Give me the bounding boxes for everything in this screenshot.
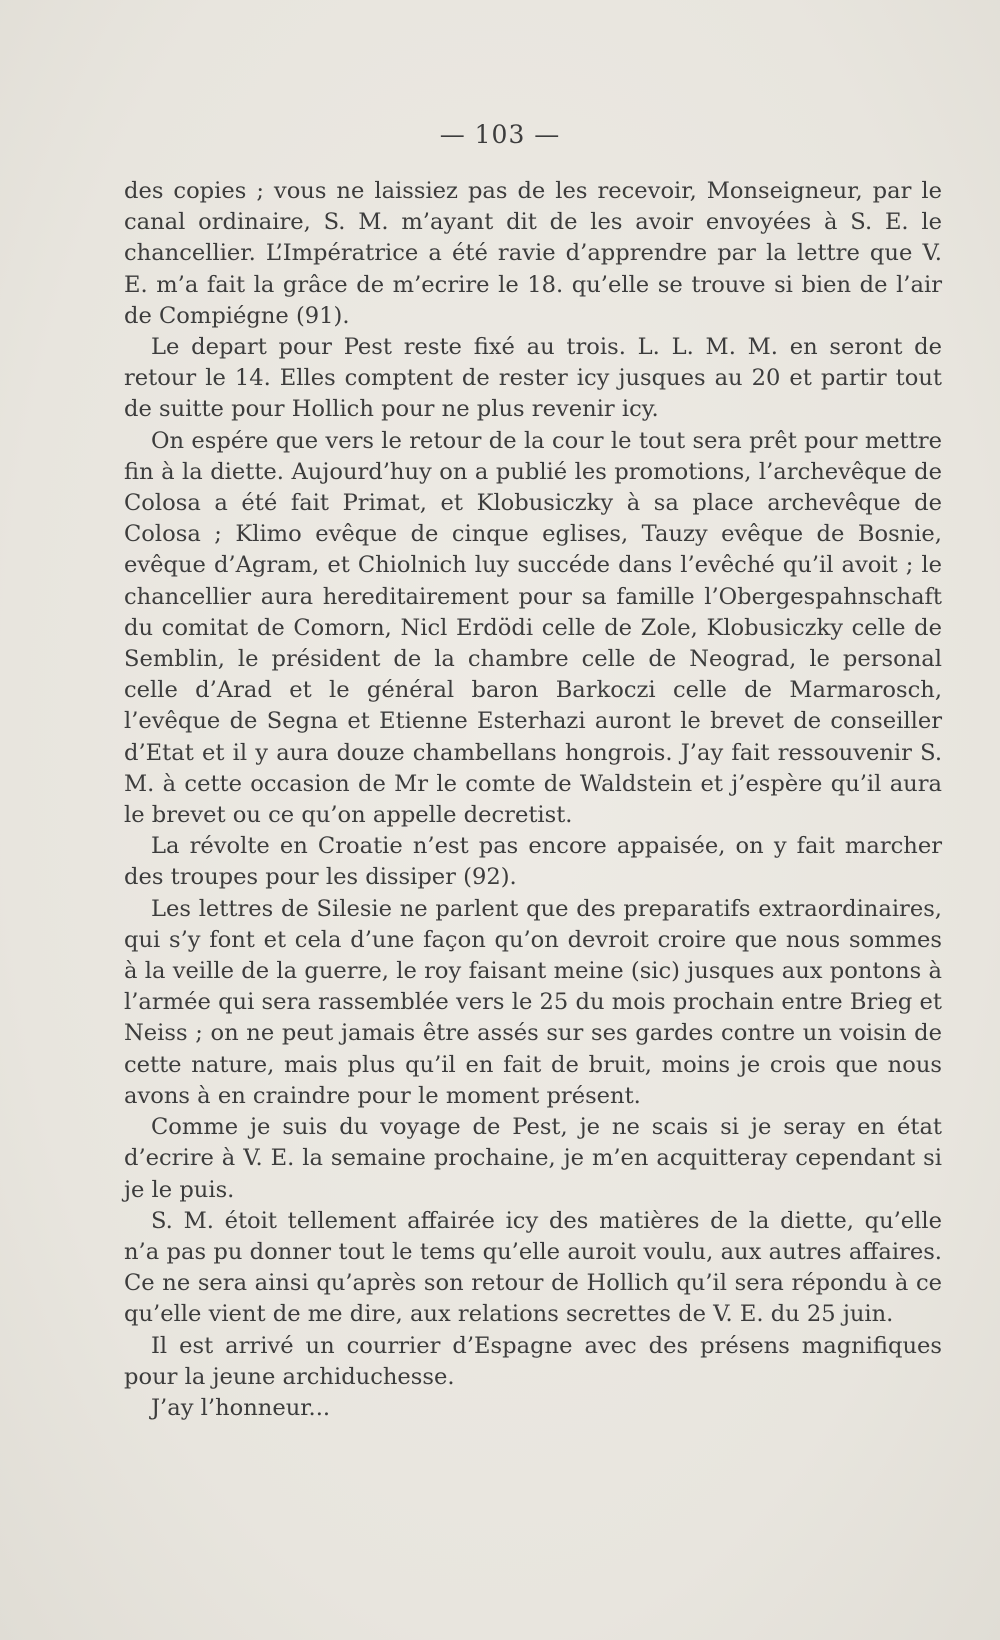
page-number: — 103 — [439, 120, 561, 149]
paragraph: des copies ; vous ne laissiez pas de les recevoir, Monseigneur, par le canal ordinaire, S. M. m’ayant dit de les avoir envoyées à S. E. le chancellier. L’Impératrice a été ravie d’apprendre par la lettre que V. E. m’a fait la grâce de m’ecrire le 18. qu’elle se trouve si bien de l’air de Compiégne (91). [124, 178, 942, 329]
paragraph: Il est arrivé un courrier d’Espagne avec des présens magnifiques pour la jeune archiduchesse. [124, 1332, 942, 1390]
paragraph: Le depart pour Pest reste fixé au trois. L. L. M. M. en seront de retour le 14. Elles comptent de rester icy jusques au 20 et partir tout de suitte pour Hollich pour ne plus revenir icy. [124, 334, 942, 423]
paragraph: La révolte en Croatie n’est pas encore appaisée, on y fait marcher des troupes pour les dissiper (92). [124, 833, 942, 891]
paragraph: On espére que vers le retour de la cour le tout sera prêt pour mettre fin à la diette. Aujourd’huy on a publié les promotions, l’archevêque de Colosa a été fait Primat, et Klobusiczky à sa place archevêque de Colosa ; Klimo evêque de cinque eglises, Tauzy evêque de Bosnie, evêque d’Agram, et Chiolnich luy succéde dans l’evêché qu’il avoit ; le chancellier aura hereditairement pour sa famille l’Obergespahnschaft du comitat de Comorn, Nicl Erdödi celle de Zole, Klobusiczky celle de Semblin, le président de la chambre celle de Neograd, le personal celle d’Arad et le général baron Barkoczi celle de Marmarosch, l’evêque de Segna et Etienne Esterhazi auront le brevet de conseiller d’Etat et il y aura douze chambellans hongrois. J’ay fait ressouvenir S. M. à cette occasion de Mr le comte de Waldstein et j’espère qu’il aura le brevet ou ce qu’on appelle decretist. [124, 427, 942, 829]
paragraph: J’ay l’honneur... [151, 1394, 331, 1421]
paragraph: Comme je suis du voyage de Pest, je ne scais si je seray en état d’ecrire à V. E. la semaine prochaine, je m’en acquitteray cependant si je le puis. [124, 1114, 942, 1203]
paragraph: S. M. étoit tellement affairée icy des matières de la diette, qu’elle n’a pas pu donner tout le tems qu’elle auroit voulu, aux autres affaires. Ce ne sera ainsi qu’après son retour de Hollich qu’il sera répondu à ce qu’elle vient de me dire, aux relations secrettes de V. E. du 25 juin. [124, 1207, 942, 1328]
paragraph: Les lettres de Silesie ne parlent que des preparatifs extraordinaires, qui s’y font et cela d’une façon qu’on devroit croire que nous sommes à la veille de la guerre, le roy faisant meine (sic) jusques aux pontons à l’armée qui sera rassemblée vers le 25 du mois prochain entre Brieg et Neiss ; on ne peut jamais être assés sur ses gardes contre un voisin de cette nature, mais plus qu’il en fait de bruit, moins je crois que nous avons à en craindre pour le moment présent. [124, 895, 942, 1109]
body-text [124, 176, 942, 1424]
